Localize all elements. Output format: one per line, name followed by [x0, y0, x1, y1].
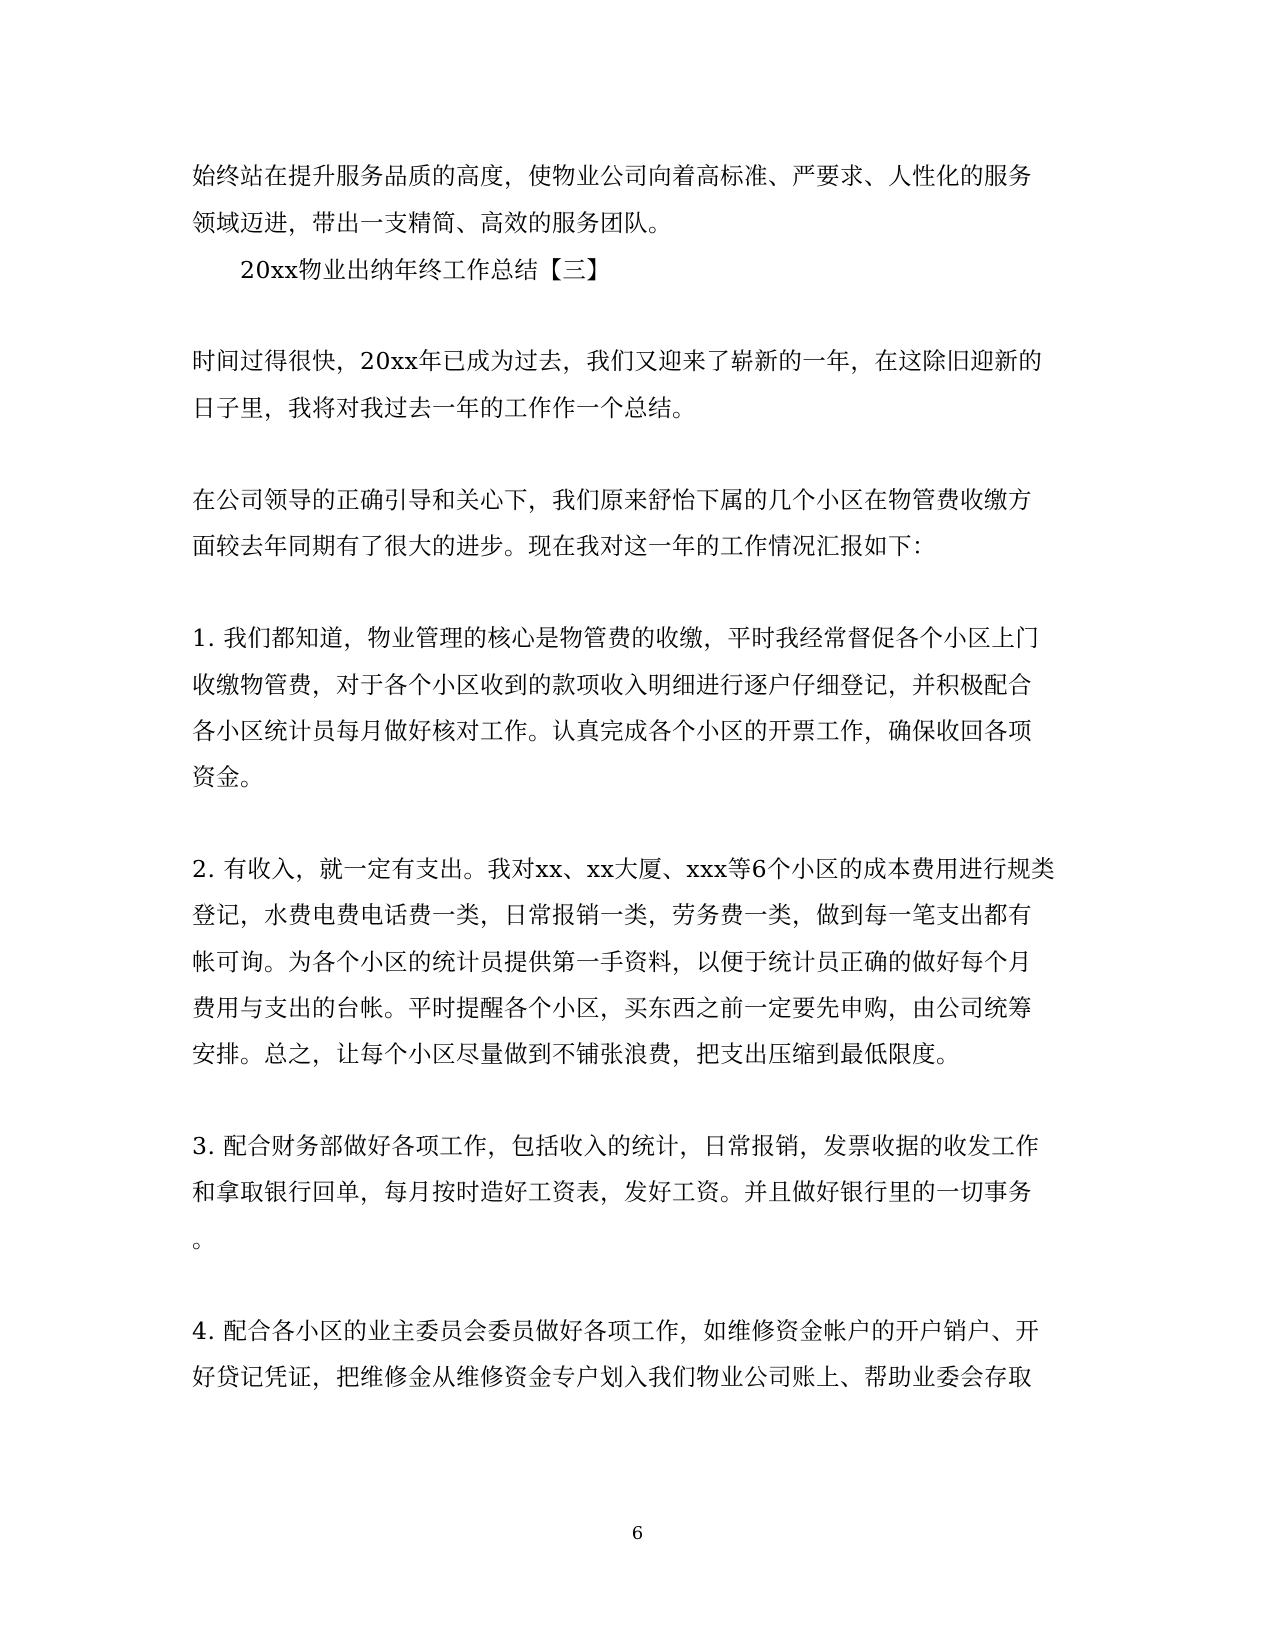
list-item-line: 好贷记凭证，把维修金从维修资金专户划入我们物业公司账上、帮助业委会存取: [192, 1363, 1032, 1391]
paragraph-line: 在公司领导的正确引导和关心下，我们原来舒怡下属的几个小区在物管费收缴方: [192, 486, 1032, 514]
list-item-line: 收缴物管费，对于各个小区收到的款项收入明细进行逐户仔细登记，并积极配合: [192, 671, 1032, 699]
list-item-line: 登记，水费电费电话费一类，日常报销一类，劳务费一类，做到每一笔支出都有: [192, 901, 1032, 929]
paragraph-line: 领域迈进，带出一支精简、高效的服务团队。: [192, 209, 672, 237]
list-item-line: 。: [192, 1225, 216, 1253]
list-item-line: 各小区统计员每月做好核对工作。认真完成各个小区的开票工作，确保收回各项: [192, 717, 1032, 745]
list-item-line: 1. 我们都知道，物业管理的核心是物管费的收缴，平时我经常督促各个小区上门: [192, 624, 1040, 652]
list-item-line: 资金。: [192, 763, 264, 791]
list-item-line: 和拿取银行回单，每月按时造好工资表，发好工资。并且做好银行里的一切事务: [192, 1178, 1032, 1206]
section-heading: 20xx物业出纳年终工作总结【三】: [240, 256, 611, 284]
list-item-line: 安排。总之，让每个小区尽量做到不铺张浪费，把支出压缩到最低限度。: [192, 1040, 960, 1068]
list-item-line: 费用与支出的台帐。平时提醒各个小区，买东西之前一定要先申购，由公司统筹: [192, 994, 1032, 1022]
paragraph-line: 日子里，我将对我过去一年的工作作一个总结。: [192, 394, 696, 422]
list-item-line: 帐可询。为各个小区的统计员提供第一手资料，以便于统计员正确的做好每个月: [192, 948, 1032, 976]
list-item-line: 4. 配合各小区的业主委员会委员做好各项工作，如维修资金帐户的开户销户、开: [192, 1317, 1040, 1345]
page-number: 6: [631, 1523, 644, 1544]
paragraph-line: 始终站在提升服务品质的高度，使物业公司向着高标准、严要求、人性化的服务: [192, 162, 1032, 190]
paragraph-line: 时间过得很快，20xx年已成为过去，我们又迎来了崭新的一年，在这除旧迎新的: [192, 347, 1043, 375]
list-item-line: 2. 有收入，就一定有支出。我对xx、xx大厦、xxx等6个小区的成本费用进行规类: [192, 855, 1056, 883]
paragraph-line: 面较去年同期有了很大的进步。现在我对这一年的工作情况汇报如下：: [192, 532, 936, 560]
list-item-line: 3. 配合财务部做好各项工作，包括收入的统计，日常报销，发票收据的收发工作: [192, 1132, 1040, 1160]
